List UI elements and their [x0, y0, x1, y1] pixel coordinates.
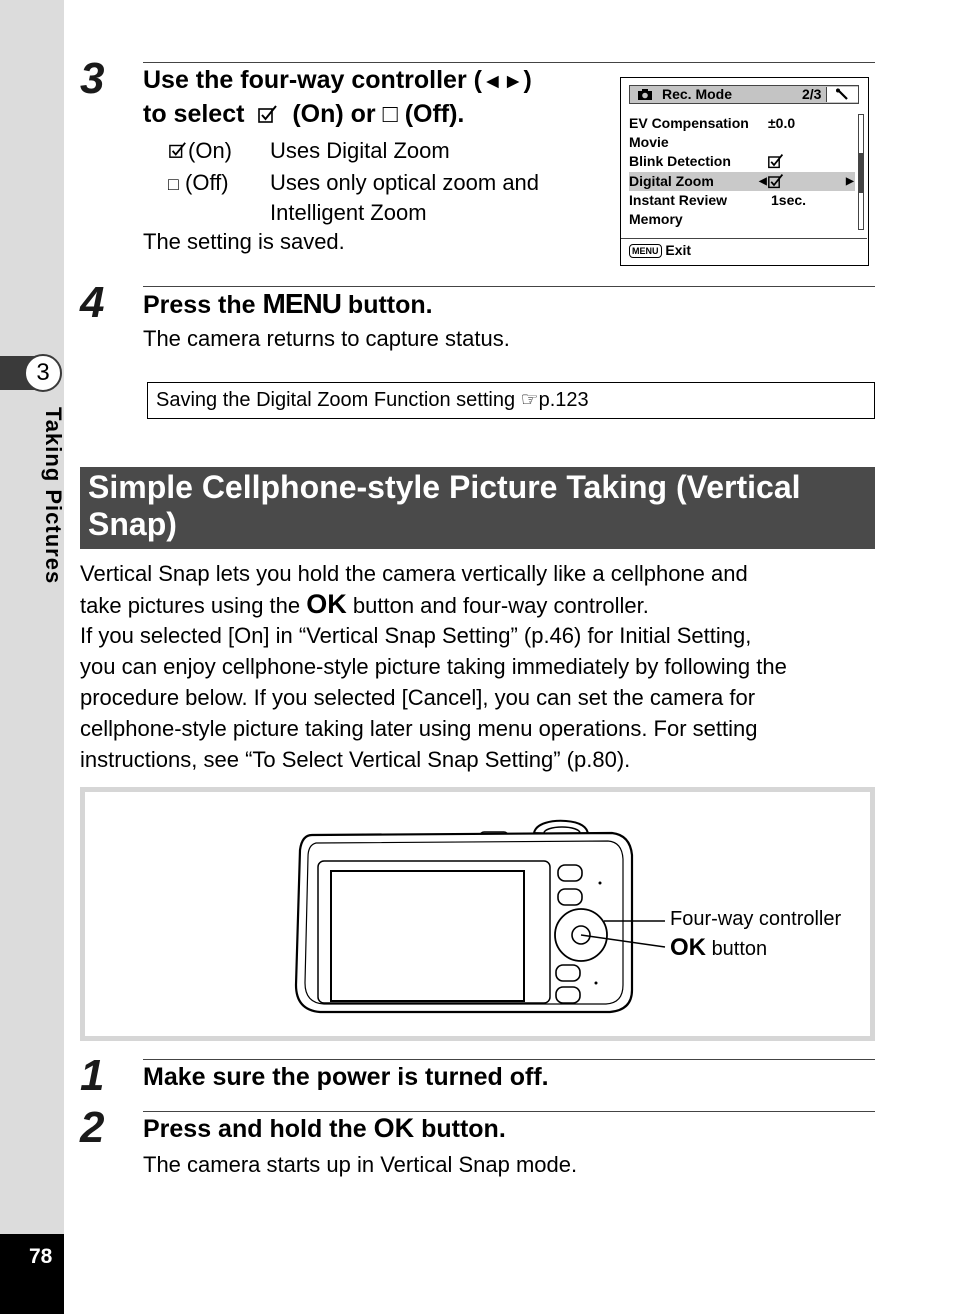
- step-2-body: The camera starts up in Vertical Snap mode.: [143, 1152, 578, 1177]
- step-4-title-pre: Press the: [143, 291, 256, 319]
- step-2-title-post: button.: [421, 1115, 506, 1143]
- step-4-title-post: button.: [347, 291, 433, 319]
- step-1-number: 1: [80, 1051, 105, 1100]
- rec-mode-tab-bar: [629, 85, 859, 104]
- reference-box: [147, 382, 875, 419]
- menu-row-label: Instant Review: [629, 192, 728, 208]
- step-2-title-pre: Press and hold the: [143, 1115, 367, 1143]
- checkbox-checked-icon: [257, 104, 279, 124]
- menu-row-value: 1sec.: [771, 192, 807, 208]
- intro-line-5: procedure below. If you selected [Cancel], you can set the camera for: [80, 685, 756, 710]
- setup-tab: [826, 87, 858, 102]
- step-4-title: [143, 287, 433, 322]
- four-way-controller-label: Four-way controller: [670, 908, 842, 930]
- intro-line-1: Vertical Snap lets you hold the camera vertically like a cellphone and: [80, 561, 748, 586]
- screen-divider: [621, 238, 867, 239]
- option-on-key: (On): [188, 138, 232, 163]
- camera-menu-screen: [620, 77, 869, 266]
- step-3-title-off: (Off).: [404, 100, 465, 128]
- intro-line-2: [80, 589, 649, 621]
- ok-key-label: OK: [373, 1113, 415, 1143]
- checkbox-empty-icon: □: [168, 174, 179, 194]
- ok-key-label: OK: [670, 934, 706, 961]
- chapter-sidebar: [0, 0, 64, 1314]
- step-1-rule: [143, 1059, 875, 1060]
- section-title-line2: Snap): [88, 506, 177, 542]
- menu-button-icon: MENU: [629, 244, 662, 258]
- step-4-number: 4: [80, 278, 105, 327]
- menu-key-label: MENU: [262, 288, 341, 319]
- menu-row-blink-detection[interactable]: [629, 152, 855, 171]
- step-3-title-on: (On) or: [292, 100, 376, 128]
- reference-page[interactable]: p.123: [538, 389, 589, 411]
- option-off-desc-cont: Intelligent Zoom: [270, 200, 427, 225]
- ok-key-label: OK: [306, 589, 347, 619]
- pointing-hand-icon: ☞: [520, 389, 539, 411]
- step-1-title: Make sure the power is turned off.: [143, 1063, 549, 1091]
- menu-row-instant-review[interactable]: [629, 191, 855, 210]
- left-right-arrows-icon: ◄►: [481, 70, 524, 93]
- right-arrow-icon: ▶: [846, 176, 854, 187]
- chapter-title: Taking Pictures: [41, 407, 66, 585]
- option-off-key: (Off): [185, 170, 229, 195]
- camera-icon: [637, 88, 653, 101]
- menu-row-label: EV Compensation: [629, 115, 749, 131]
- intro-line-2-post: button and four-way controller.: [352, 593, 649, 618]
- intro-line-2-pre: take pictures using the: [80, 593, 301, 618]
- intro-line-4: you can enjoy cellphone-style picture taking immediately by following the: [80, 654, 787, 679]
- menu-row-digital-zoom[interactable]: [629, 172, 855, 191]
- intro-line-7: instructions, see “To Select Vertical Snap Setting” (p.80).: [80, 747, 631, 772]
- step-3-title-line1-pre: Use the four-way controller (: [143, 66, 482, 94]
- page-number: 78: [29, 1245, 53, 1268]
- ok-button-label: [670, 934, 767, 962]
- intro-line-3: If you selected [On] in “Vertical Snap Setting” (p.46) for Initial Setting,: [80, 623, 752, 648]
- scrollbar-thumb[interactable]: [859, 153, 863, 193]
- step-3-rule: [143, 62, 875, 63]
- option-on-row: [168, 135, 232, 166]
- left-arrow-icon: ◀: [759, 176, 767, 187]
- wrench-icon: [835, 88, 849, 100]
- menu-scrollbar[interactable]: [858, 114, 864, 230]
- reference-text: Saving the Digital Zoom Function setting: [156, 389, 516, 411]
- menu-row-label: Memory: [629, 211, 683, 227]
- step-3-number: 3: [80, 54, 105, 103]
- option-off-desc: Uses only optical zoom and: [270, 170, 540, 195]
- menu-row-label: Digital Zoom: [629, 173, 714, 189]
- exit-hint[interactable]: [629, 241, 691, 259]
- exit-label: Exit: [665, 242, 692, 258]
- section-title: [80, 467, 875, 549]
- menu-row-value: ±0.0: [768, 115, 796, 131]
- ok-button-text: button: [711, 938, 768, 960]
- page-number-box: [0, 1234, 64, 1314]
- step-3-saved-note: The setting is saved.: [143, 229, 345, 254]
- option-off-row: [168, 167, 229, 200]
- step-3-title-line1-post: ): [523, 66, 532, 94]
- step-3-title: [143, 64, 532, 131]
- menu-row-ev-compensation[interactable]: [629, 114, 855, 133]
- checkbox-empty-icon: □: [382, 100, 398, 128]
- step-2-number: 2: [80, 1103, 105, 1152]
- checkbox-checked-icon: [767, 173, 785, 189]
- checkbox-checked-icon: [168, 141, 188, 159]
- menu-row-movie[interactable]: [629, 133, 855, 152]
- step-4-body: The camera returns to capture status.: [143, 326, 510, 351]
- step-3-title-line2-pre: to select: [143, 100, 245, 128]
- chapter-number: 3: [24, 354, 62, 392]
- camera-back-illustration: [290, 815, 670, 1020]
- menu-row-label: Movie: [629, 134, 669, 150]
- menu-row-label: Blink Detection: [629, 153, 731, 169]
- page-indicator: 2/3: [802, 86, 822, 102]
- checkbox-checked-icon: [767, 153, 785, 169]
- intro-line-6: cellphone-style picture taking later using menu operations. For setting: [80, 716, 758, 741]
- menu-row-memory[interactable]: [629, 210, 855, 229]
- section-title-line1: Simple Cellphone-style Picture Taking (Vertical: [88, 469, 801, 505]
- option-on-desc: Uses Digital Zoom: [270, 138, 450, 163]
- step-2-title: [143, 1112, 506, 1146]
- rec-mode-label: Rec. Mode: [662, 86, 733, 102]
